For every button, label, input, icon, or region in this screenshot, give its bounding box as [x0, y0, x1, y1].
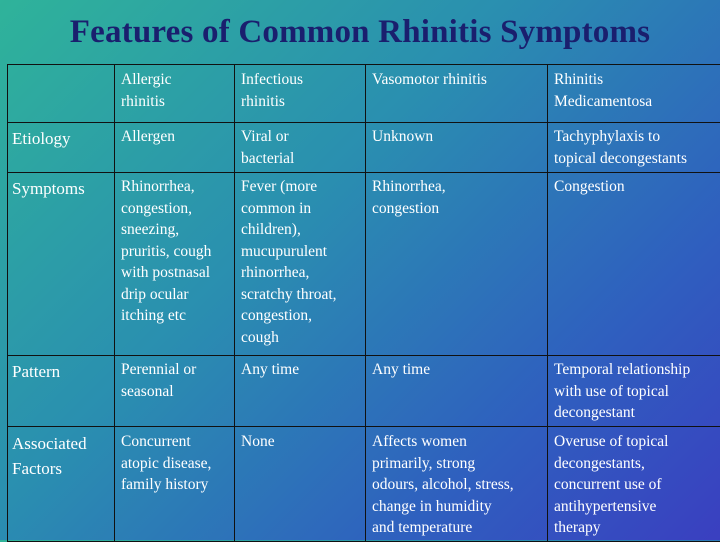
- cell-associated-infectious: None: [235, 427, 366, 542]
- table-header-row: [8, 65, 720, 123]
- cell-etiology-allergic: Allergen: [115, 123, 235, 173]
- row-label-associated-factors: Associated Factors: [8, 427, 115, 542]
- cell-symptoms-vasomotor: Rhinorrhea, congestion: [366, 173, 548, 356]
- cell-associated-allergic: Concurrent atopic disease, family history: [115, 427, 235, 542]
- cell-etiology-medicamentosa: Tachyphylaxis to topical decongestants: [548, 123, 720, 173]
- cell-associated-medicamentosa: Overuse of topical decongestants, concurrent use of antihypertensive therapy: [548, 427, 720, 542]
- cell-pattern-infectious: Any time: [235, 356, 366, 427]
- slide-title: Features of Common Rhinitis Symptoms: [0, 14, 720, 51]
- cell-pattern-allergic: Perennial or seasonal: [115, 356, 235, 427]
- cell-pattern-medicamentosa: Temporal relationship with use of topical decongestant: [548, 356, 720, 427]
- cell-associated-vasomotor: Affects women primarily, strong odours, alcohol, stress, change in humidity and temperature: [366, 427, 548, 542]
- table-row-symptoms: [8, 173, 720, 356]
- row-label-pattern: Pattern: [8, 356, 115, 427]
- table-row-etiology: [8, 123, 720, 173]
- row-label-etiology: Etiology: [8, 123, 115, 173]
- cell-etiology-vasomotor: Unknown: [366, 123, 548, 173]
- header-infectious-rhinitis: Infectious rhinitis: [235, 65, 366, 123]
- cell-symptoms-allergic: Rhinorrhea, congestion, sneezing, pruritis, cough with postnasal drip ocular itching etc: [115, 173, 235, 356]
- cell-symptoms-infectious: Fever (more common in children), mucupurulent rhinorrhea, scratchy throat, congestion, cough: [235, 173, 366, 356]
- cell-symptoms-medicamentosa: Congestion: [548, 173, 720, 356]
- table-row-pattern: [8, 356, 720, 427]
- table-row-associated-factors: [8, 427, 720, 542]
- header-vasomotor-rhinitis: Vasomotor rhinitis: [366, 65, 548, 123]
- cell-pattern-vasomotor: Any time: [366, 356, 548, 427]
- header-rhinitis-medicamentosa: Rhinitis Medicamentosa: [548, 65, 720, 123]
- cell-etiology-infectious: Viral or bacterial: [235, 123, 366, 173]
- header-corner-cell: [8, 65, 115, 123]
- row-label-symptoms: Symptoms: [8, 173, 115, 356]
- rhinitis-features-table: [7, 64, 720, 542]
- header-allergic-rhinitis: Allergic rhinitis: [115, 65, 235, 123]
